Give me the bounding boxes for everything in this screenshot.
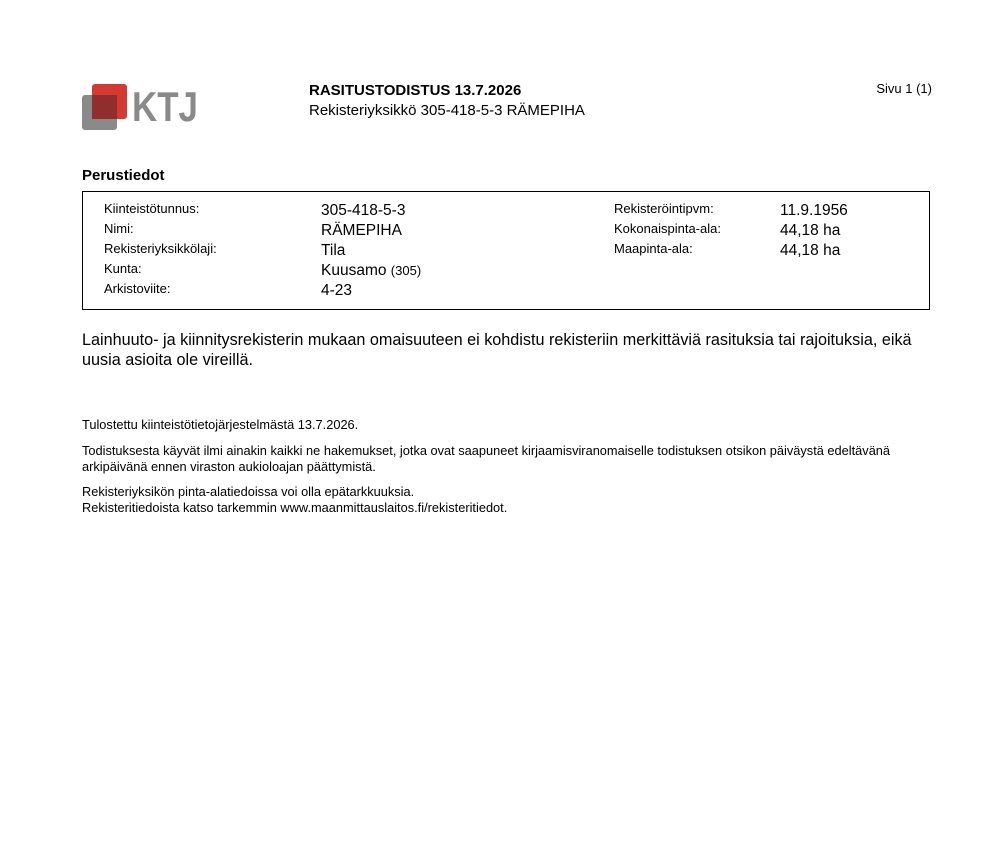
value-total-area: 44,18 ha: [780, 222, 841, 239]
value-registration-date: 11.9.1956: [780, 202, 848, 219]
value-name: RÄMEPIHA: [321, 222, 402, 239]
printed-note: Tulostettu kiinteistötietojärjestelmästä 13.7.2026.: [82, 417, 359, 432]
ktj-logo: [82, 83, 202, 131]
page-number: Sivu 1 (1): [876, 81, 932, 96]
value-archive-ref: 4-23: [321, 282, 353, 299]
label-municipality: Kunta:: [104, 261, 142, 276]
document-title: RASITUSTODISTUS 13.7.2026: [309, 82, 522, 99]
label-unit-type: Rekisteriyksikkölaji:: [104, 241, 217, 256]
value-property-id: 305-418-5-3: [321, 202, 406, 219]
label-archive-ref: Arkistoviite:: [104, 281, 171, 296]
application-note: Todistuksesta käyvät ilmi ainakin kaikki ne hakemukset, jotka ovat saapuneet kirjaamisviranomaiselle todistuksen otsikon päiväystä edeltävänä arkipäivänä ennen viraston aukioloajan päättymistä.: [82, 443, 891, 474]
label-property-id: Kiinteistötunnus:: [104, 201, 200, 216]
accuracy-note: Rekisteriyksikön pinta-alatiedoissa voi olla epätarkkuuksia.: [82, 484, 415, 499]
encumbrance-statement: Lainhuuto- ja kiinnitysrekisterin mukaan omaisuuteen ei kohdistu rekisteriin merkittäviä rasituksia tai rajoituksia, eikä uusia asioita ole vireillä.: [82, 331, 912, 369]
label-name: Nimi:: [104, 221, 134, 236]
label-land-area: Maapinta-ala:: [614, 241, 693, 256]
municipality-code: (305): [390, 263, 422, 278]
label-registration-date: Rekisteröintipvm:: [614, 201, 714, 216]
basic-info-box: [82, 191, 930, 310]
label-total-area: Kokonaispinta-ala:: [614, 221, 721, 236]
value-municipality: Kuusamo (305): [321, 262, 422, 279]
more-info-note: Rekisteritiedoista katso tarkemmin www.maanmittauslaitos.fi/rekisteritiedot.: [82, 500, 508, 515]
section-heading: Perustiedot: [82, 167, 165, 184]
document-subtitle: Rekisteriyksikkö 305-418-5-3 RÄMEPIHA: [309, 102, 585, 119]
svg-text:KTJ: KTJ: [132, 83, 198, 130]
value-unit-type: Tila: [321, 242, 346, 259]
value-land-area: 44,18 ha: [780, 242, 841, 259]
